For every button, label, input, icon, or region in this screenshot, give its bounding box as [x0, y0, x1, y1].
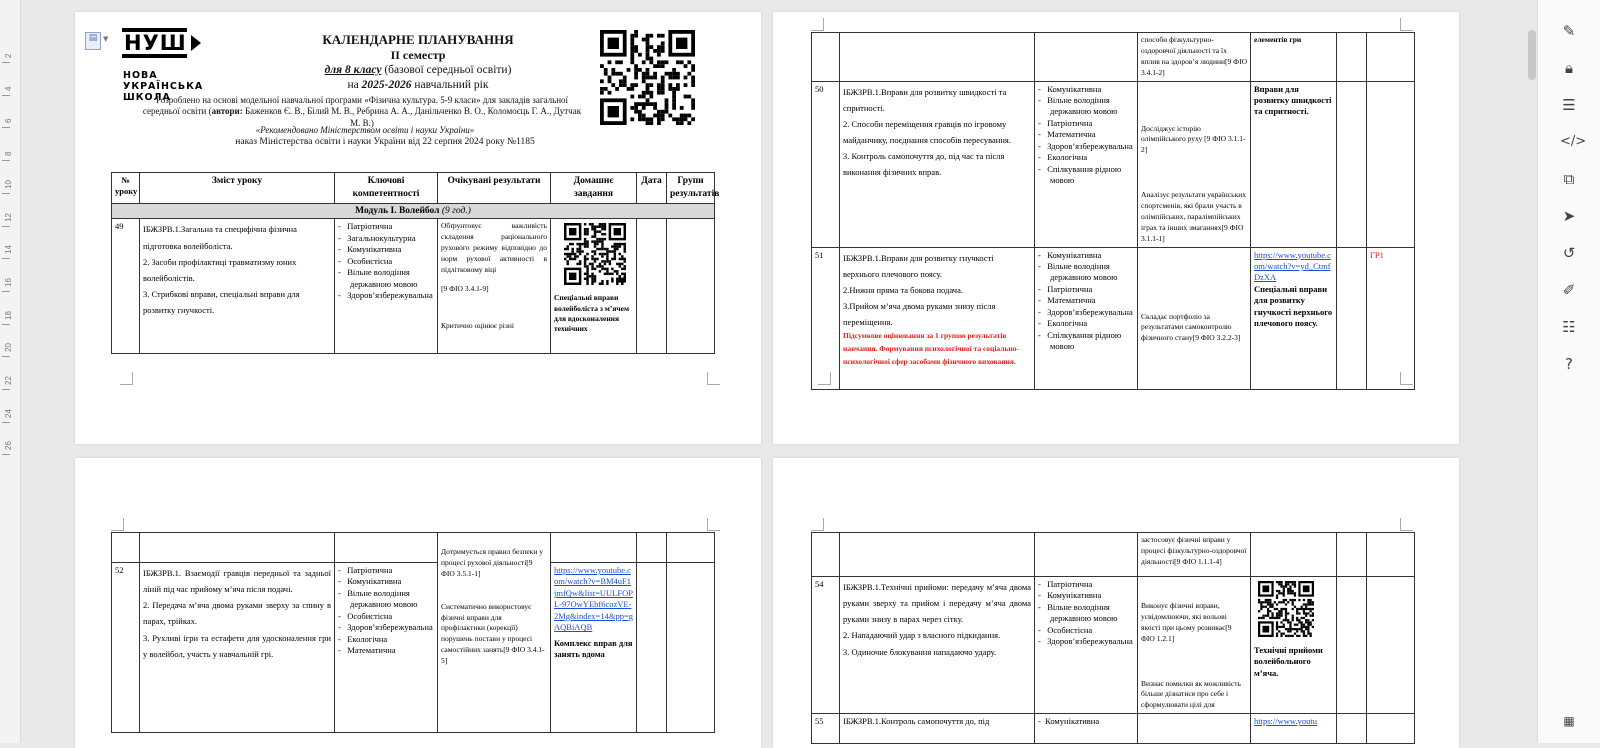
qr-code: [1258, 581, 1314, 637]
competence-item: - Математична: [1038, 129, 1096, 140]
group-badge: ГР1: [1367, 247, 1415, 389]
table-row: 51 ІБЖЗРВ.1.Вправи для розвитку гнучкості верхнього плечового поясу. 2.Нижня пряма та бокова подача. 3.Прийом м’яча двома руками знизу після переміщення. Підсумкове оцінювання за 1 групою результатів навчання. Формування психологічної та соціально-психологічної сфер засобами фізичного виховання. - Комунікативна - Вільне володіння державною мовою - Патріотична - Математична - Здоров’язбережувальна - Екологічна - Спілкування рідною мовою Складає портфоліо за результатами самоконтролю фізичного стану[9 ФІО 3.2.2-3] https://www.youtube.com/watch?v=yd_CtmfDzXA Спеціальні вправи для розвитку гнучкості верхнього плечового поясу. ГР1: [812, 247, 1415, 389]
competence-item: - Вільне володіння державною мовою: [338, 267, 418, 289]
competence-item: - Загальнокультурна: [338, 232, 416, 243]
competence-item: - Особистісна: [338, 255, 393, 266]
youtube-link[interactable]: https://www.youtube.com/watch?v=BM4uF1jmfQw&list=UULFOPL-97OwYEbf6cozVE-2Mg&index=14&pp=gAQBiAQB: [554, 565, 634, 633]
col-header-homework: Домашнє завдання: [551, 173, 637, 204]
ruler-number: 26: [4, 441, 13, 451]
competence-item: - Здоров’язбережувальна: [338, 290, 433, 301]
vertical-ruler: [0, 0, 21, 743]
history-icon[interactable]: ↺: [1562, 244, 1576, 262]
table-row: 54 ІБЖЗРВ.1.Технічні прийоми: передачу м’яча двома руками зверху та прийом і передачу м’яча двома руками знизу в парах через сітку. 2. Нападаючий удар з власного підкидання. 3. Одиночне блокування нападаючо удару. - Патріотична - Комунікативна - Вільне володіння державною мовою - Особистісна - Здоров’язбережувальна Виконує фізичні вправи, усвідомлюючи, які вольові якості при цьому розвиває[9 ФІО 1.2.1] Визнає помилки як можливість більше дізнатися про себе і сформулювати цілі для Технічні прийоми волейбольного м’яча.: [812, 577, 1415, 714]
table-row: 49 ІБЖЗРВ.1.Загальна та специфічна фізична підготовка волейболіста. 2. Засоби профілактиці травматизму юних волейболістів. 3. Стрибкові вправи, спеціальні вправи для розвитку гнучкості. - Патріотична - Загальнокультурна - Комунікативна - Особистісна - Вільне володіння державною мовою - Здоров’язбережувальна Обґрунтовує важливість складення раціонального рухового режиму відповідно до норм рухової активності в підлітковому віці [9 ФІО 3.4.1-9] Критично оцінює різні Спеціальні вправи волейболіста з м’ячем для вдосконалення технічних: [112, 219, 715, 354]
document-page-1: [75, 12, 761, 444]
page-title: КАЛЕНДАРНЕ ПЛАНУВАННЯ: [322, 32, 514, 47]
competence-item: - Вільне володіння державною мовою: [1038, 260, 1118, 283]
order-label: наказ Міністерства освіти і науки України від 22 серпня 2024 року №1185: [235, 137, 535, 147]
table-row: 50 ІБЖЗРВ.1.Вправи для розвитку швидкості та спритності. 2. Способи переміщення гравців по ігровому майданчику, поєднання способів пересування. 3. Контроль самопочуття до, під час та після виконання фізичних вправ. - Комунікативна - Вільне володіння державною мовою - Патріотична - Математична - Здоров’язбережувальна - Екологічна - Спілкування рідною мовою Досліджує історію олімпійського руху [9 ФІО 3.1.1-2] Аналізує результати українських спортсменів, які брали участь в олімпійських, паралімпійських іграх та інших змаганнях[9 ФІО 3.1.1-1] Вправи для розвитку швидкості та спритності.: [812, 81, 1415, 247]
sliders-icon[interactable]: ☰: [1562, 96, 1576, 114]
competence-item: - Патріотична: [1038, 579, 1093, 589]
competence-item: - Вільне володіння державною мовою: [338, 587, 418, 610]
ruler-number: 10: [4, 179, 13, 189]
competence-item: - Комунікативна: [338, 576, 402, 587]
qr-code-header: [600, 30, 695, 125]
ocr-icon[interactable]: ⧉: [1563, 170, 1575, 188]
table-row: способи фізкультурно-оздоровчої діяльності та їх вплив на здоров’я людини[9 ФІО 3.4.1-2] елементів гри: [812, 33, 1415, 82]
competence-item: - Патріотична: [1038, 283, 1093, 294]
year-label: на 2025-2026 навчальний рік: [347, 79, 489, 91]
competence-item: - Екологічна: [1038, 318, 1088, 329]
table-row: Дотримується правил безпеки у процесі рухової діяльності[9 ФІО 3.5.1-1] Систематично використовує фізичні вправи для профілактики (корекції) порушень постави у процесі самостійних занять[9 ФІО 3.4.1-5]: [112, 533, 715, 563]
ruler-number: 24: [4, 408, 13, 418]
document-page-3: [75, 458, 761, 748]
competence-item: - Здоров’язбережувальна: [338, 622, 433, 633]
ruler-number: 6: [4, 118, 13, 124]
ruler-number: 16: [4, 277, 13, 287]
competence-item: - Патріотична: [338, 221, 393, 232]
competence-item: - Вільне володіння державною мовою: [1038, 601, 1118, 624]
qr-code: [564, 223, 626, 285]
pointer-icon[interactable]: ➤: [1562, 207, 1576, 225]
competence-item: - Спілкування рідною мовою: [1038, 329, 1122, 352]
ruler-number: 18: [4, 310, 13, 320]
table-row: 52 ІБЖЗРВ.1. Взаємодії гравців передньої та задньої ліній під час прийому м’яча після подачі. 2. Передача м’яча двома руками зверху за спину в парах, трійках. 3. Рухливі ігри та естафети для удосконалення гри у волейбол, участь у навчальній грі. - Патріотична - Комунікативна - Вільне володіння державною мовою - Особистісна - Здоров’язбережувальна - Екологічна - Математична https://www.youtube.com/watch?v=BM4uF1jmfQw&list=UULFOPL-97OwYEbf6cozVE-2Mg&index=14&pp=gAQBiAQB Комплекс вправ для занять вдома: [112, 563, 715, 733]
calendar-table-continued: [111, 532, 715, 733]
youtube-link[interactable]: https://www.youtube.com/watch?v=yd_CtmfDzXA: [1254, 249, 1331, 283]
competence-item: - Здоров’язбережувальна: [1038, 140, 1133, 151]
chevron-down-icon[interactable]: ▼: [103, 35, 109, 43]
ruler-number: 4: [4, 86, 13, 91]
competence-item: - Екологічна: [338, 633, 388, 644]
list-icon[interactable]: ☷: [1562, 318, 1576, 336]
code-icon[interactable]: </>: [1560, 134, 1587, 149]
ruler-number: 20: [4, 343, 13, 353]
table-row: 55 ІБЖЗРВ.1.Контроль самопочуття до, під - Комунікативна https://www.youtu: [812, 714, 1415, 744]
col-header-competence: Ключові компетентності: [335, 173, 438, 204]
sparkle-edit-icon[interactable]: ✎: [1562, 22, 1576, 40]
ruler-number: 22: [4, 376, 13, 385]
class-label: для 8 класу (базової середньої освіти): [324, 64, 512, 76]
table-header-row: [112, 173, 715, 204]
document-page-2: [773, 12, 1459, 444]
competence-item: - Патріотична: [338, 565, 393, 575]
col-header-num: № уроку: [112, 173, 140, 204]
calendar-table-continued: [811, 32, 1415, 390]
document-page-4: [773, 458, 1459, 748]
ruler-number: 8: [4, 151, 13, 157]
competence-item: - Математична: [1038, 295, 1096, 306]
program-basis: Розроблено на основі модельної навчальної програми «Фізична культура. 5-9 класи» для закладів загальної середньої освіти (автори: Баженков Є. В., Білий М. В., Ребрина А. А., Данільченко В. О., Коломоєць Г. А., Дутчак М. В.): [142, 95, 582, 128]
competence-item: - Здоров’язбережувальна: [1038, 306, 1133, 317]
competence-item: - Спілкування рідною мовою: [1038, 163, 1122, 186]
col-header-groups: Групи результатів: [667, 173, 715, 204]
lock-icon[interactable]: 🔒︎: [1565, 59, 1573, 77]
table-row: застосовує фізичні вправи у процесі фізкультурно-оздоровчої діяльності[9 ФІО 1.1.1-4]: [812, 533, 1415, 577]
recommended-label: «Рекомендовано Міністерством освіти і науки України»: [255, 125, 475, 135]
competence-item: - Комунікативна: [1038, 590, 1102, 601]
competence-item: - Комунікативна: [338, 244, 402, 255]
competence-item: - Особистісна: [338, 610, 393, 621]
save-icon[interactable]: ▤: [85, 32, 101, 50]
ruler-number: 12: [4, 212, 13, 222]
competence-item: - Комунікативна: [1038, 83, 1102, 94]
semester-label: ІІ семестр: [390, 48, 446, 62]
competence-item: - Здоров’язбережувальна: [1038, 636, 1133, 647]
scrollbar-thumb[interactable]: [1528, 30, 1536, 80]
tools-sidebar: [1537, 0, 1600, 743]
calendar-table-continued: [811, 532, 1415, 744]
nush-logo: НУШ НОВА УКРАЇНСЬКА ШКОЛА: [122, 28, 222, 118]
competence-item: - Комунікативна: [1038, 249, 1102, 260]
col-header-date: Дата: [637, 173, 667, 204]
competence-item: - Екологічна: [1038, 152, 1088, 163]
col-header-results: Очікувані результати: [438, 173, 551, 204]
competence-item: - Особистісна: [1038, 624, 1093, 635]
col-header-content: Зміст уроку: [140, 173, 335, 204]
ruler-number: 14: [4, 245, 13, 255]
youtube-link[interactable]: https://www.youtu: [1254, 716, 1317, 727]
ruler-number: 2: [4, 53, 13, 58]
calendar-table: [111, 172, 720, 354]
competence-item: - Вільне володіння державною мовою: [1038, 94, 1118, 117]
pen-icon[interactable]: ✐: [1562, 281, 1576, 299]
competence-item: - Патріотична: [1038, 117, 1093, 128]
module-row: Модуль І. Волейбол (9 год.): [112, 203, 715, 219]
competence-item: - Математична: [338, 645, 396, 656]
grid-view-icon[interactable]: ▦: [1563, 714, 1575, 728]
help-icon[interactable]: ?: [1565, 355, 1573, 373]
